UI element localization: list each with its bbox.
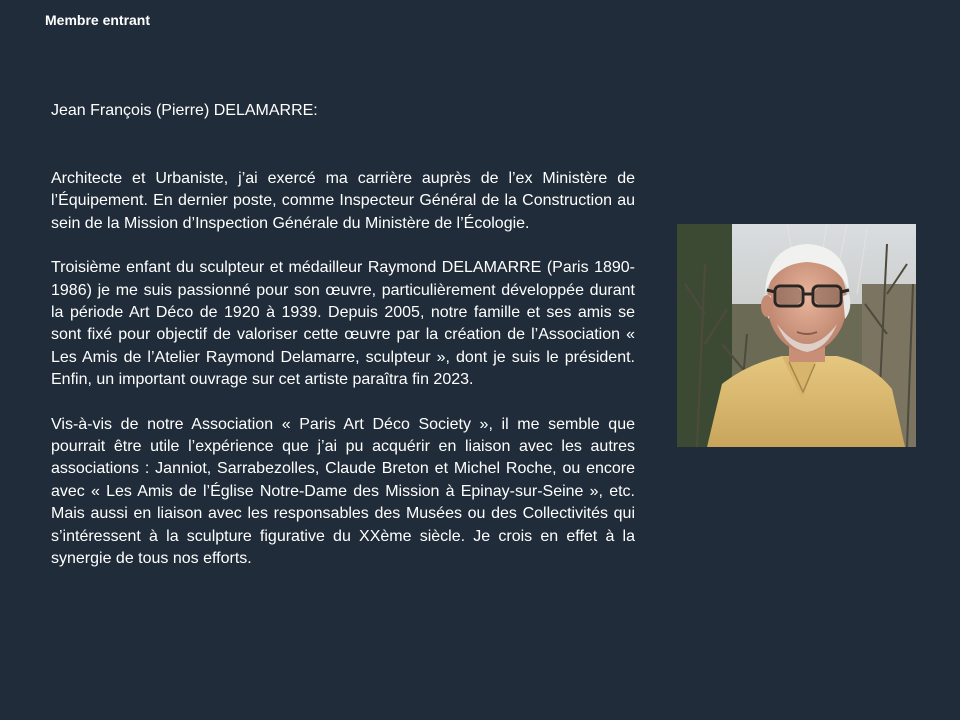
slide-header: Membre entrant bbox=[45, 12, 151, 28]
bio-paragraph-association: Vis-à-vis de notre Association « Paris Art Déco Society », il me semble que pourrait être utile l’expérience que j’ai pu acquérir en liaison avec les autres associations : Janniot, Sarrabezolles, Claude Breton et Michel Roche, ou encore avec « Les Amis de l’Église Notre-Dame des Mission à Epinay-sur-Seine », etc. Mais aussi en liaison avec les responsables des Musées ou des Collectivités qui s’intéressent à la sculpture figurative du XXème siècle. Je crois en effet à la synergie de tous nos efforts. bbox=[51, 415, 635, 568]
member-name: Jean François (Pierre) DELAMARRE: bbox=[51, 102, 318, 119]
bio-paragraph-family: Troisième enfant du sculpteur et médailleur Raymond DELAMARRE (Paris 1890-1986) je me suis passionné pour son œuvre, particulièrement développée durant la période Art Déco de 1920 à 1939. Depuis 2005, notre famille et ses amis se sont fixé pour objectif de valoriser cette œuvre par la création de l’Association « Les Amis de l’Atelier Raymond Delamarre, sculpteur », dont je suis le président. Enfin, un important ouvrage sur cet artiste paraîtra fin 2023. bbox=[51, 259, 635, 389]
member-bio bbox=[51, 168, 635, 593]
bio-paragraph-career: Architecte et Urbaniste, j’ai exercé ma carrière auprès de l’ex Ministère de l’Équipement. En dernier poste, comme Inspecteur Général de la Construction au sein de la Mission d’Inspection Générale du Ministère de l’Écologie. bbox=[51, 170, 635, 232]
member-portrait-photo bbox=[677, 224, 916, 447]
